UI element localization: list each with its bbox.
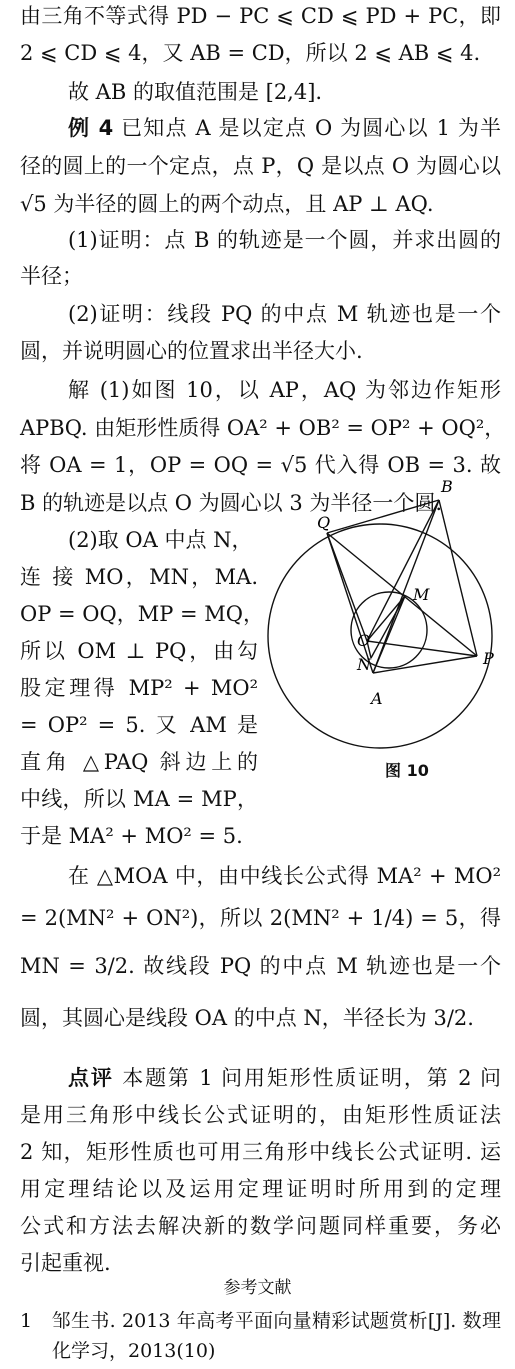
text-line: 用定理结论以及运用定理证明时所用到的定理 [20, 1177, 501, 1201]
column-line: OP = OQ，MP = MQ， [20, 602, 265, 626]
label-N: N [357, 655, 371, 674]
text-line: 故 AB 的取值范围是 [2,4]. [68, 80, 323, 104]
text-line: MN = 3/2. 故线段 PQ 的中点 M 轨迹也是一个 [20, 954, 501, 978]
text-line: APBQ. 由矩形性质得 OA² + OB² = OP² + OQ²， [20, 416, 506, 440]
text-line: 径的圆上的一个定点，点 P，Q 是以点 O 为圆心以 [20, 154, 501, 178]
label-M: M [413, 585, 430, 604]
text-line: 2 知，矩形性质也可用三角形中线长公式证明. 运 [20, 1140, 501, 1164]
label-Q: Q [317, 513, 331, 532]
example-label: 例 4 [68, 116, 114, 140]
segment-BP [439, 500, 477, 656]
column-line: = OP² = 5. 又 AM 是 [20, 713, 258, 737]
segment-OB [367, 500, 439, 641]
label-A: A [371, 689, 383, 708]
text-line: (2)证明：线段 PQ 的中点 M 轨迹也是一个 [68, 302, 501, 326]
segment-QA [327, 533, 373, 673]
text-line: 将 OA = 1，OP = OQ = √5 代入得 OB = 3. 故 [20, 453, 501, 477]
text-line: 圆，其圆心是线段 OA 的中点 N，半径长为 3/2. [20, 1006, 474, 1030]
segment-QB [327, 500, 439, 533]
example-heading-line [68, 114, 501, 142]
reference-item: 1 邹生书. 2013 年高考平面向量精彩试题赏析[J]. 数理 [20, 1310, 501, 1332]
figure-10 [265, 478, 510, 758]
text-line: 在 △MOA 中，由中线长公式得 MA² + MO² [68, 864, 501, 888]
text-line: 由三角不等式得 PD − PC ⩽ CD ⩽ PD + PC，即 [20, 4, 501, 28]
text-line: (1)证明：点 B 的轨迹是一个圆，并求出圆的 [68, 228, 501, 252]
column-line: 连 接 MO，MN，MA. [20, 565, 258, 589]
review-heading-line [68, 1064, 501, 1092]
column-line: 股定理得 MP² + MO² [20, 676, 258, 700]
text-line: 引起重视. [20, 1251, 111, 1275]
column-line: 所以 OM ⊥ PQ，由勾 [20, 639, 258, 663]
segment-NM [371, 596, 405, 658]
text-line: B 的轨迹是以点 O 为圆心以 3 为半径一个圆. [20, 491, 443, 515]
solution-line: 解 (1)如图 10，以 AP，AQ 为邻边作矩形 [68, 378, 501, 402]
review-label: 点评 [68, 1066, 114, 1090]
text-line: 半径； [20, 264, 83, 288]
text-line: √5 为半径的圆上的两个动点，且 AP ⊥ AQ. [20, 192, 434, 216]
segment-AP [373, 656, 477, 673]
text-line: = 2(MN² + ON²)，所以 2(MN² + 1/4) = 5，得 [20, 906, 501, 930]
figure-caption: 图 10 [385, 761, 429, 780]
outer-circle [268, 524, 492, 748]
reference-item-cont: 化学习，2013(10) [52, 1340, 216, 1362]
label-O: O [357, 631, 371, 650]
text-line: 2 ⩽ CD ⩽ 4，又 AB = CD，所以 2 ⩽ AB ⩽ 4. [20, 41, 481, 65]
review-text: 本题第 1 问用矩形性质证明，第 2 问 [122, 1066, 502, 1090]
column-line: (2)取 OA 中点 N， [68, 528, 253, 552]
label-B: B [441, 478, 453, 496]
column-line: 中线，所以 MA = MP， [20, 787, 258, 811]
column-line: 于是 MA² + MO² = 5. [20, 824, 243, 848]
label-P: P [483, 649, 494, 668]
segment-AM [373, 596, 405, 673]
example-statement: 已知点 A 是以定点 O 为圆心以 1 为半 [121, 116, 501, 140]
references-title: 参考文献 [223, 1278, 292, 1298]
text-line: 圆，并说明圆心的位置求出半径大小. [20, 339, 363, 363]
text-line: 公式和方法去解决新的数学问题同样重要，务必 [20, 1214, 501, 1238]
column-line: 直角 △PAQ 斜边上的 [20, 750, 258, 774]
text-line: 是用三角形中线长公式证明的，由矩形性质证法 [20, 1103, 501, 1127]
